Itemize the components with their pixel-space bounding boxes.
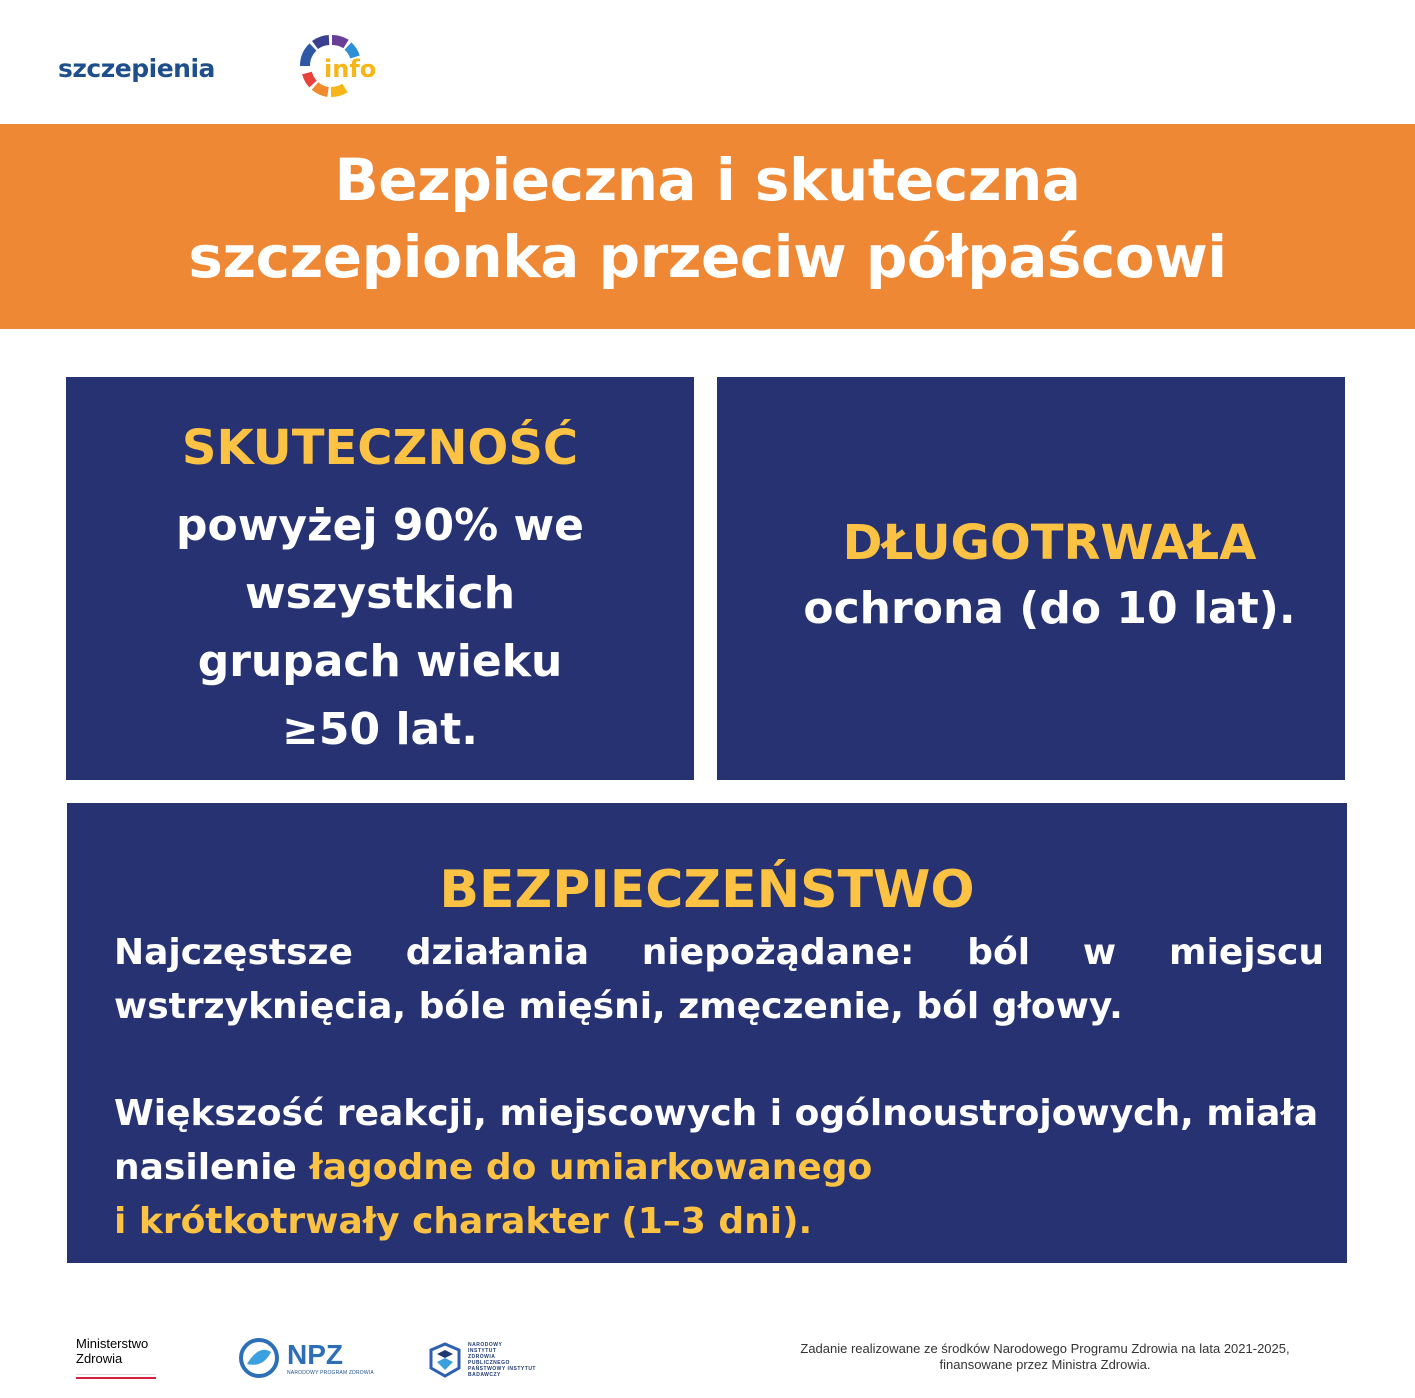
title-line-2: szczepionka przeciw półpaścowi bbox=[188, 223, 1227, 291]
effectiveness-line-4: ≥50 lat. bbox=[282, 704, 478, 755]
npz-globe-icon bbox=[237, 1338, 281, 1378]
safety-paragraph-2-text: Większość reakcji, miejscowych i ogólnoustrojowych, miała nasilenie bbox=[114, 1093, 1319, 1188]
funding-note bbox=[760, 1341, 1330, 1373]
effectiveness-line-1: powyżej 90% we bbox=[175, 500, 585, 551]
nizp-line-4: PUBLICZNEGO bbox=[468, 1360, 510, 1366]
safety-paragraph-1: Najczęstsze działania niepożądane: ból w miejscu wstrzyknięcia, bóle mięśni, zmęczenie, ból głowy. bbox=[114, 932, 1324, 1027]
safety-paragraph-2 bbox=[114, 1087, 1324, 1249]
funding-line-2: finansowane przez Ministra Zdrowia. bbox=[939, 1357, 1151, 1372]
npz-logo-text: NPZ bbox=[287, 1339, 343, 1370]
title-line-1: Bezpieczna i skuteczna bbox=[334, 146, 1081, 214]
nizp-pib-logo-icon bbox=[427, 1342, 463, 1378]
effectiveness-heading: SKUTECZNOŚĆ bbox=[181, 420, 579, 476]
nizp-line-2: INSTYTUT bbox=[468, 1348, 497, 1354]
ministry-line-2: Zdrowia bbox=[76, 1351, 123, 1366]
nizp-line-5: PAŃSTWOWY INSTYTUT bbox=[468, 1366, 536, 1372]
effectiveness-line-2: wszystkich bbox=[244, 568, 516, 619]
safety-highlight-short: i krótkotrwały charakter (1–3 dni). bbox=[114, 1201, 813, 1242]
safety-highlight-mild: łagodne do umiarkowanego bbox=[309, 1147, 873, 1188]
ministry-of-health-logo bbox=[76, 1336, 148, 1366]
effectiveness-body bbox=[66, 492, 694, 764]
effectiveness-line-3: grupach wieku bbox=[197, 636, 563, 687]
nizp-logo-text bbox=[468, 1342, 536, 1378]
nizp-line-6: BADAWCZY bbox=[468, 1372, 501, 1378]
funding-line-1: Zadanie realizowane ze środków Narodowego Programu Zdrowia na lata 2021-2025, bbox=[800, 1341, 1290, 1356]
ministry-line-1: Ministerstwo bbox=[76, 1336, 149, 1351]
nizp-line-1: NARODOWY bbox=[468, 1342, 503, 1348]
duration-heading: DŁUGOTRWAŁA bbox=[842, 515, 1257, 571]
logo-wordmark: szczepienia bbox=[58, 54, 215, 83]
npz-logo-subtitle: NARODOWY PROGRAM ZDROWIA bbox=[287, 1370, 374, 1376]
ministry-flag-bar bbox=[76, 1374, 156, 1379]
duration-body: ochrona (do 10 lat). bbox=[803, 583, 1296, 634]
safety-heading: BEZPIECZEŃSTWO bbox=[439, 860, 975, 920]
nizp-line-3: ZDROWIA bbox=[468, 1354, 496, 1360]
logo-info-text: info bbox=[324, 55, 377, 83]
duration-card bbox=[717, 377, 1345, 780]
page-title bbox=[0, 142, 1415, 296]
